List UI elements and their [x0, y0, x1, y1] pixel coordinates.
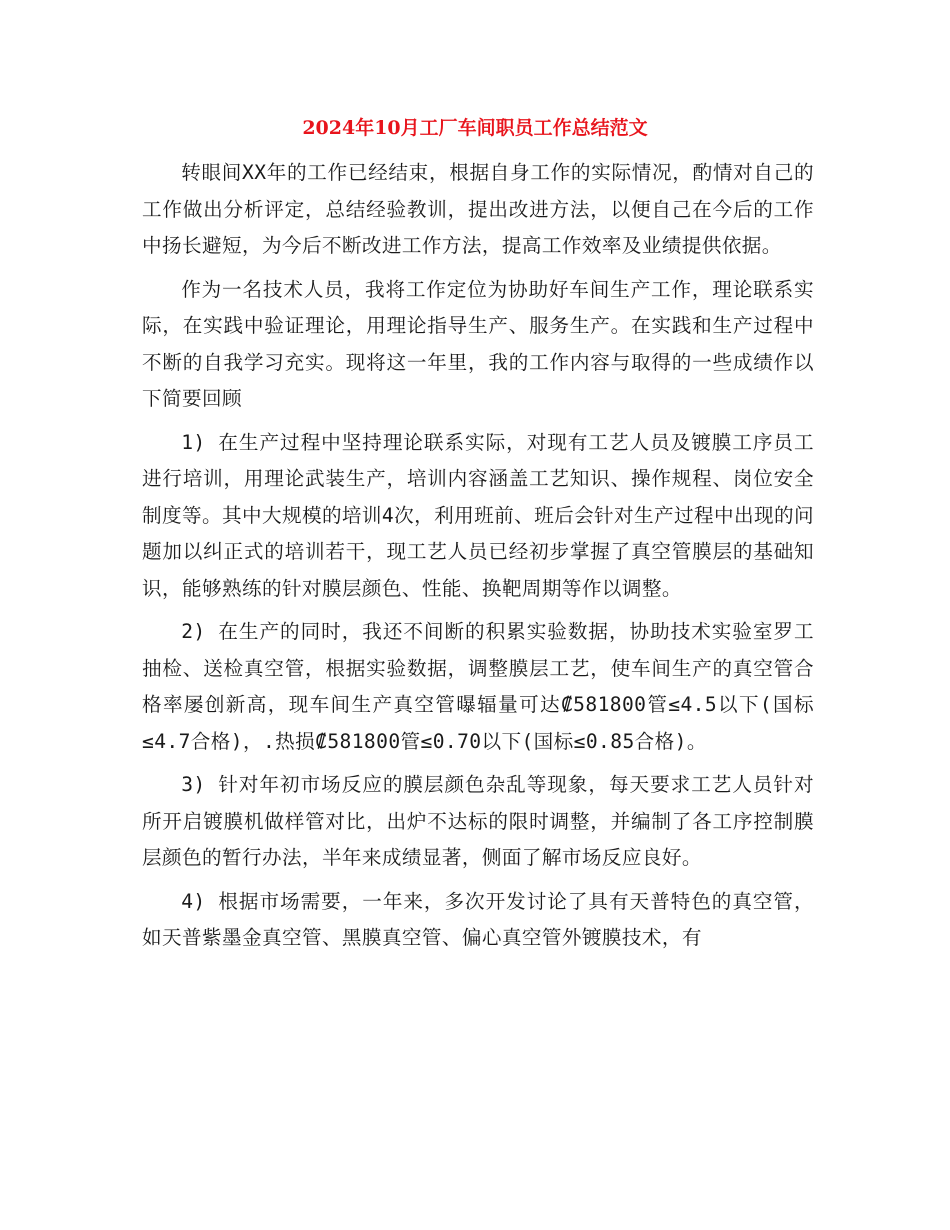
paragraph-role: 作为一名技术人员，我将工作定位为协助好车间生产工作，理论联系实际，在实践中验证理论，用理论指导生产、服务生产。在实践和生产过程中不断的自我学习充实。现将这一年里，我的工作内容与取得的一些成绩作以下简要回顾: [142, 277, 814, 410]
paragraph-intro: 转眼间XX年的工作已经结束，根据自身工作的实际情况，酌情对自己的工作做出分析评定，总结经验教训，提出改进方法，以便自己在今后的工作中扬长避短，为今后不断改进工作方法，提高工作效率及业绩提供依据。: [142, 161, 814, 257]
document-body: [142, 155, 814, 957]
document-title: 2024年10月工厂车间职员工作总结范文: [302, 117, 648, 139]
paragraph-item-2: 2) 在生产的同时，我还不间断的积累实验数据，协助技术实验室罗工抽检、送检真空管，根据实验数据，调整膜层工艺，使车间生产的真空管合格率屡创新高，现车间生产真空管曝辐量可达₡581800管≤4.5以下(国标≤4.7合格)，.热损₡581800管≤0.70以下(国标≤0.85合格)。: [142, 620, 814, 753]
paragraph-item-3: 3) 针对年初市场反应的膜层颜色杂乱等现象，每天要求工艺人员针对所开启镀膜机做样管对比，出炉不达标的限时调整，并编制了各工序控制膜层颜色的暂行办法，半年来成绩显著，侧面了解市场反应良好。: [142, 773, 814, 869]
paragraph-item-4: 4) 根据市场需要，一年来，多次开发讨论了具有天普特色的真空管，如天普紫墨金真空管、黑膜真空管、偏心真空管外镀膜技术，有: [142, 889, 814, 949]
paragraph-item-1: 1) 在生产过程中坚持理论联系实际，对现有工艺人员及镀膜工序员工进行培训，用理论武装生产，培训内容涵盖工艺知识、操作规程、岗位安全制度等。其中大规模的培训4次，利用班前、班后会针对生产过程中出现的问题加以纠正式的培训若干，现工艺人员已经初步掌握了真空管膜层的基础知识，能够熟练的针对膜层颜色、性能、换靶周期等作以调整。: [142, 430, 814, 600]
